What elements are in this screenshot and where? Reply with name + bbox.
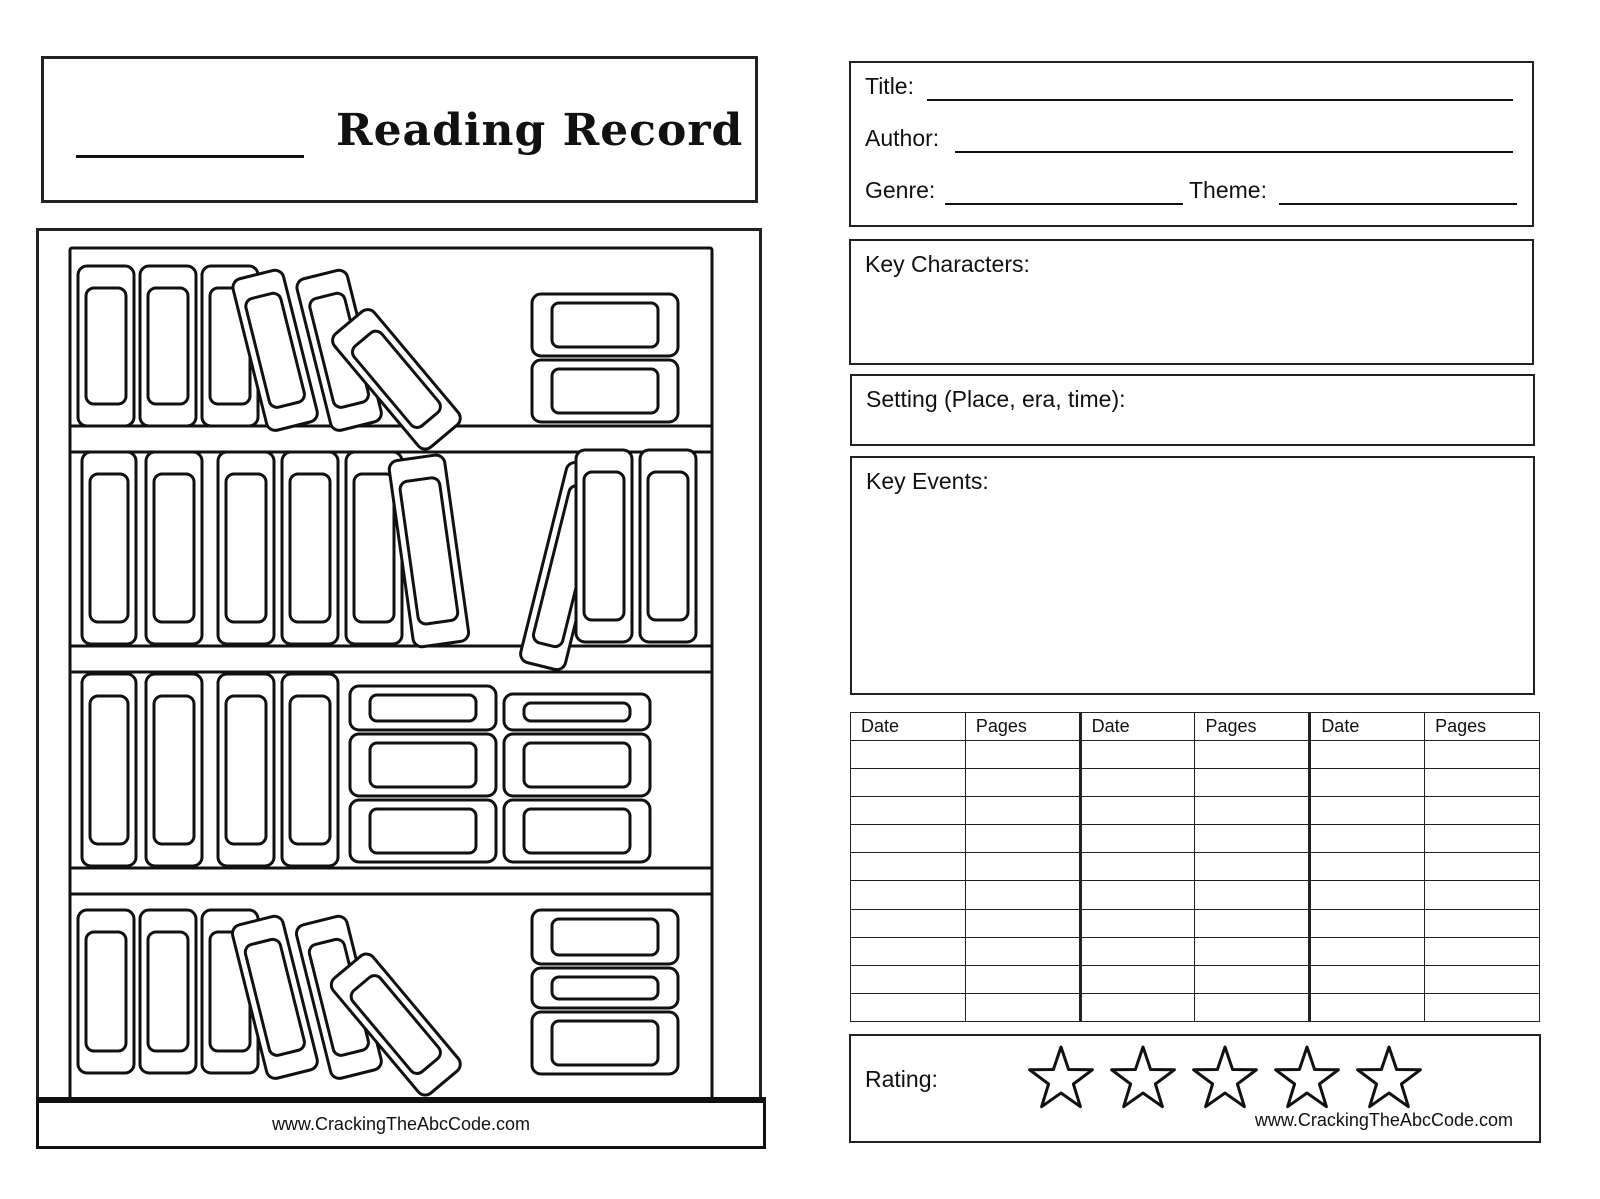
date-cell[interactable] (851, 853, 966, 881)
pages-cell[interactable] (1195, 797, 1310, 825)
stacked-book-icon (504, 800, 650, 862)
rating-box (849, 1034, 1541, 1143)
date-cell[interactable] (1310, 881, 1425, 909)
footer-url-left: www.CrackingTheAbcCode.com (36, 1097, 766, 1149)
date-cell[interactable] (1080, 825, 1195, 853)
table-row (851, 769, 1540, 797)
key-characters-label: Key Characters: (865, 251, 1030, 277)
date-cell[interactable] (1080, 909, 1195, 937)
book-icon (282, 674, 338, 866)
book-icon (146, 674, 202, 866)
pages-cell[interactable] (1195, 881, 1310, 909)
key-events-label: Key Events: (866, 468, 989, 494)
pages-header: Pages (965, 713, 1080, 741)
pages-cell[interactable] (965, 741, 1080, 769)
book-icon (218, 674, 274, 866)
pages-cell[interactable] (1425, 993, 1540, 1021)
book-icon (140, 910, 196, 1073)
rating-star-icon[interactable] (1026, 1040, 1096, 1114)
pages-cell[interactable] (965, 909, 1080, 937)
table-header-row (851, 713, 1540, 741)
date-cell[interactable] (851, 909, 966, 937)
book-icon (140, 266, 196, 426)
table-row (851, 965, 1540, 993)
date-cell[interactable] (1080, 965, 1195, 993)
book-icon (146, 452, 202, 644)
title-field[interactable] (927, 99, 1513, 101)
bookshelf-illustration (36, 228, 766, 1103)
book-icon (78, 266, 134, 426)
table-row (851, 797, 1540, 825)
pages-cell[interactable] (1425, 853, 1540, 881)
table-row (851, 741, 1540, 769)
reading-record-header (41, 56, 758, 203)
date-cell[interactable] (1310, 909, 1425, 937)
book-icon (78, 910, 134, 1073)
table-row (851, 993, 1540, 1021)
table-row (851, 909, 1540, 937)
date-cell[interactable] (1310, 993, 1425, 1021)
date-cell[interactable] (1080, 769, 1195, 797)
date-header: Date (1310, 713, 1425, 741)
rating-label: Rating: (865, 1066, 938, 1092)
pages-cell[interactable] (965, 937, 1080, 965)
date-cell[interactable] (1080, 797, 1195, 825)
theme-field[interactable] (1279, 203, 1517, 205)
shelf-board (70, 646, 712, 672)
name-blank-line[interactable] (76, 155, 304, 158)
pages-cell[interactable] (1195, 937, 1310, 965)
date-cell[interactable] (851, 881, 966, 909)
date-cell[interactable] (1080, 853, 1195, 881)
book-icon (82, 452, 136, 644)
pages-cell[interactable] (965, 965, 1080, 993)
date-cell[interactable] (1080, 741, 1195, 769)
reading-log-table (850, 712, 1540, 1022)
date-cell[interactable] (851, 993, 966, 1021)
stacked-book-icon (532, 360, 678, 422)
date-cell[interactable] (1310, 937, 1425, 965)
pages-cell[interactable] (965, 769, 1080, 797)
pages-header: Pages (1195, 713, 1310, 741)
author-label: Author: (865, 125, 940, 151)
genre-label: Genre: (865, 177, 936, 203)
title-label: Title: (865, 73, 914, 99)
stacked-book-icon (350, 800, 496, 862)
table-row (851, 825, 1540, 853)
date-cell[interactable] (851, 937, 966, 965)
page-title: Reading Record (336, 105, 744, 156)
setting-box[interactable] (850, 374, 1535, 446)
pages-cell[interactable] (1425, 937, 1540, 965)
stacked-book-icon (532, 294, 678, 356)
table-row (851, 937, 1540, 965)
stacked-book-icon (350, 734, 496, 796)
shelf-board (70, 426, 712, 452)
pages-cell[interactable] (1195, 769, 1310, 797)
pages-cell[interactable] (1425, 881, 1540, 909)
pages-header: Pages (1425, 713, 1540, 741)
date-cell[interactable] (1310, 769, 1425, 797)
pages-cell[interactable] (1195, 853, 1310, 881)
pages-cell[interactable] (1425, 825, 1540, 853)
pages-cell[interactable] (1425, 909, 1540, 937)
stacked-book-icon (504, 694, 650, 730)
pages-cell[interactable] (965, 881, 1080, 909)
date-header: Date (851, 713, 966, 741)
date-cell[interactable] (1310, 825, 1425, 853)
book-icon (82, 674, 136, 866)
setting-label: Setting (Place, era, time): (866, 386, 1126, 412)
pages-cell[interactable] (965, 797, 1080, 825)
date-cell[interactable] (1080, 937, 1195, 965)
key-characters-box[interactable] (849, 239, 1534, 365)
pages-cell[interactable] (1195, 909, 1310, 937)
pages-cell[interactable] (965, 853, 1080, 881)
rating-star-icon[interactable] (1190, 1040, 1260, 1114)
pages-cell[interactable] (1425, 769, 1540, 797)
date-cell[interactable] (1080, 993, 1195, 1021)
stacked-book-icon (504, 734, 650, 796)
date-cell[interactable] (1080, 881, 1195, 909)
author-field[interactable] (955, 151, 1513, 153)
book-info-box (849, 61, 1534, 227)
pages-cell[interactable] (965, 825, 1080, 853)
pages-cell[interactable] (1425, 741, 1540, 769)
table-row (851, 853, 1540, 881)
key-events-box[interactable] (850, 456, 1535, 695)
pages-cell[interactable] (1195, 741, 1310, 769)
rating-star-icon[interactable] (1272, 1040, 1342, 1114)
pages-cell[interactable] (1425, 797, 1540, 825)
stacked-book-icon (532, 968, 678, 1008)
stacked-book-icon (350, 686, 496, 730)
theme-label: Theme: (1189, 177, 1267, 203)
stacked-book-icon (532, 910, 678, 964)
date-cell[interactable] (851, 797, 966, 825)
book-icon (282, 452, 338, 644)
book-icon (218, 452, 274, 644)
pages-cell[interactable] (1195, 965, 1310, 993)
date-cell[interactable] (1310, 797, 1425, 825)
table-row (851, 881, 1540, 909)
rating-stars (1026, 1040, 1424, 1114)
book-icon (576, 450, 632, 642)
rating-star-icon[interactable] (1354, 1040, 1424, 1114)
date-cell[interactable] (851, 769, 966, 797)
pages-cell[interactable] (1195, 993, 1310, 1021)
date-cell[interactable] (851, 965, 966, 993)
genre-field[interactable] (945, 203, 1183, 205)
date-cell[interactable] (851, 741, 966, 769)
pages-cell[interactable] (1425, 965, 1540, 993)
footer-url-right: www.CrackingTheAbcCode.com (1254, 1110, 1513, 1130)
date-cell[interactable] (1310, 965, 1425, 993)
date-cell[interactable] (1310, 853, 1425, 881)
book-icon (640, 450, 696, 642)
shelf-board (70, 868, 712, 894)
date-header: Date (1080, 713, 1195, 741)
rating-star-icon[interactable] (1108, 1040, 1178, 1114)
pages-cell[interactable] (1195, 825, 1310, 853)
stacked-book-icon (532, 1012, 678, 1074)
date-cell[interactable] (851, 825, 966, 853)
pages-cell[interactable] (965, 993, 1080, 1021)
date-cell[interactable] (1310, 741, 1425, 769)
